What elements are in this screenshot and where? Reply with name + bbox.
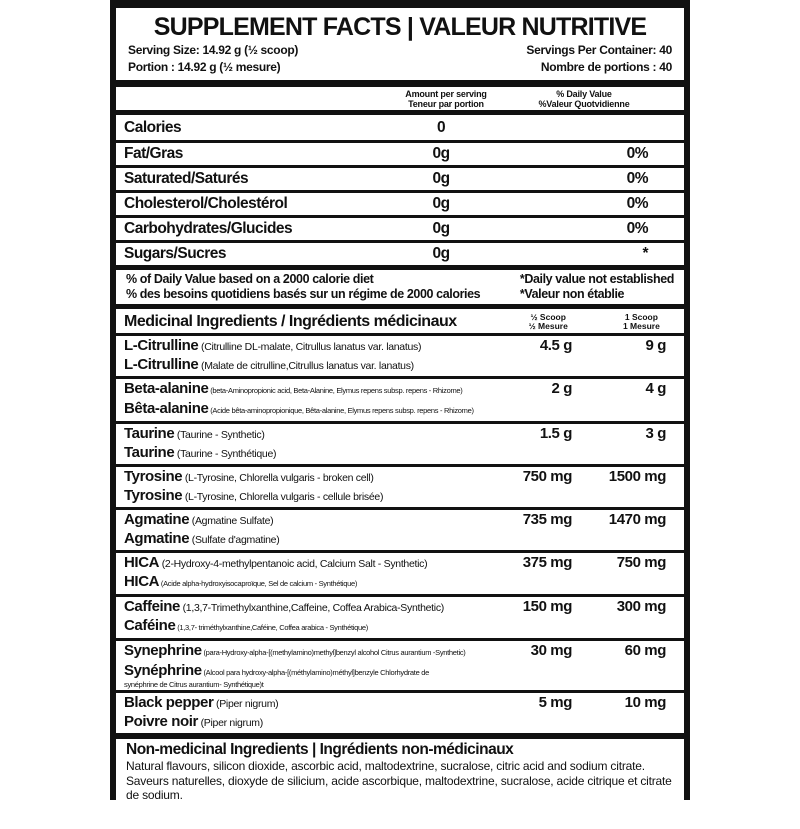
ingredient-name-fr: Caféine xyxy=(124,617,176,634)
amount-full-scoop: 4 g xyxy=(645,380,666,397)
nutrient-name: Calories xyxy=(124,118,182,136)
dv-header-fr: %Valeur Quotvidienne xyxy=(538,99,630,109)
medicinal-title: Medicinal Ingredients / Ingrédients médicinaux xyxy=(124,313,457,330)
non-medicinal-en: Natural flavours, silicon dioxide, ascorbic acid, maltodextrine, sucralose, citric acid and sodium citrate. xyxy=(126,759,645,773)
ingredient-row xyxy=(116,553,684,597)
amount-full-scoop: 10 mg xyxy=(624,694,666,711)
nutrient-name: Carbohydrates/Glucides xyxy=(124,220,293,237)
amount-half-scoop: 375 mg xyxy=(522,554,572,571)
ingredient-name-fr: Synéphrine xyxy=(124,662,202,679)
amount-half-scoop: 735 mg xyxy=(522,511,572,528)
serving-size: Serving Size: 14.92 g (½ scoop) xyxy=(128,43,299,57)
ingredient-desc-en: (1,3,7-Trimethylxanthine,Caffeine, Coffea Arabica-Synthetic) xyxy=(182,602,444,614)
nutrient-dv: 0% xyxy=(626,145,648,162)
ingredient-name-en: Agmatine xyxy=(124,511,190,528)
amount-half-scoop: 750 mg xyxy=(522,468,572,485)
col-full-mesure: 1 Mesure xyxy=(622,321,660,331)
ingredient-name-fr: Taurine xyxy=(124,444,175,461)
star-note-fr: *Valeur non établie xyxy=(519,287,625,301)
ingredient-desc-fr: (Taurine - Synthétique) xyxy=(176,448,277,460)
amount-header: Amount per serving xyxy=(405,89,487,99)
nutrient-amount: 0g xyxy=(432,195,450,212)
amount-half-scoop: 1.5 g xyxy=(539,425,572,442)
nutrient-table xyxy=(116,112,684,265)
ingredient-desc-fr: (Acide bêta-aminopropionique, Bêta-alanine, Elymus repens subsp. repens - Rhizome) xyxy=(210,406,474,415)
amount-full-scoop: 300 mg xyxy=(616,598,666,615)
ingredient-desc-fr: (Sulfate d'agmatine) xyxy=(191,534,280,546)
medicinal-ingredients xyxy=(116,309,684,736)
nutrient-name: Saturated/Saturés xyxy=(124,170,249,187)
nombre-de-portions: Nombre de portions : 40 xyxy=(540,60,672,74)
col-half-mesure: ½ Mesure xyxy=(528,321,568,331)
dv-note-en: % of Daily Value based on a 2000 calorie diet xyxy=(126,272,374,286)
ingredient-desc-en: (L-Tyrosine, Chlorella vulgaris - broken cell) xyxy=(184,472,374,484)
nutrient-dv: 0% xyxy=(626,220,648,237)
nutrient-amount: 0 xyxy=(436,118,446,136)
ingredient-name-fr: Agmatine xyxy=(124,530,190,547)
ingredient-desc-fr-cont: synéphrine de Citrus aurantium- Synthétique)t xyxy=(124,680,264,689)
ingredient-desc-en: (Citrulline DL-malate, Citrullus lanatus var. lanatus) xyxy=(201,341,422,353)
ingredient-desc-en: (beta-Aminopropionic acid, Beta-Alanine, Elymus repens subsp. repens - Rhizome) xyxy=(210,386,463,395)
amount-full-scoop: 1470 mg xyxy=(608,511,666,528)
amount-half-scoop: 4.5 g xyxy=(539,337,572,354)
ingredient-row xyxy=(116,597,684,641)
ingredient-row xyxy=(116,336,684,379)
ingredient-desc-fr: (L-Tyrosine, Chlorella vulgaris - cellule brisée) xyxy=(184,491,384,503)
nutrient-amount: 0g xyxy=(432,245,450,262)
nutrient-name: Cholesterol/Cholestérol xyxy=(124,195,288,212)
ingredient-desc-en: (Agmatine Sulfate) xyxy=(191,515,274,527)
ingredient-name-fr: Bêta-alanine xyxy=(124,400,209,417)
ingredient-desc-en: (2-Hydroxy-4-methylpentanoic acid, Calcium Salt - Synthetic) xyxy=(161,558,428,570)
ingredient-row xyxy=(116,641,684,693)
amount-half-scoop: 150 mg xyxy=(522,598,572,615)
non-medicinal-ingredients xyxy=(116,739,684,829)
ingredient-name-en: Taurine xyxy=(124,425,175,442)
ingredient-row xyxy=(116,510,684,553)
supplement-facts-panel xyxy=(110,0,690,800)
daily-value-note xyxy=(116,270,684,304)
col-full-scoop: 1 Scoop xyxy=(624,312,658,322)
star-note-en: *Daily value not established xyxy=(519,272,674,286)
ingredient-name-fr: L-Citrulline xyxy=(124,356,199,373)
ingredient-row xyxy=(116,379,684,424)
nutrient-dv: 0% xyxy=(626,195,648,212)
ingredient-name-en: Black pepper xyxy=(124,694,214,711)
nutrient-amount: 0g xyxy=(432,145,450,162)
amount-half-scoop: 2 g xyxy=(551,380,572,397)
ingredient-desc-en: (Taurine - Synthetic) xyxy=(176,429,265,441)
nutrient-row xyxy=(116,140,684,165)
amount-half-scoop: 5 mg xyxy=(538,694,572,711)
nutrient-name: Fat/Gras xyxy=(124,145,183,162)
nutrient-dv: 0% xyxy=(626,170,648,187)
ingredient-name-en: Beta-alanine xyxy=(124,380,209,397)
ingredient-name-fr: HICA xyxy=(124,573,160,590)
ingredient-desc-en: (para-Hydroxy-alpha-[(methylamino)methyl]benzyl alcohol Citrus aurantium -Synthetic) xyxy=(203,648,466,657)
nutrient-name: Sugars/Sucres xyxy=(124,245,227,262)
ingredient-name-fr: Poivre noir xyxy=(124,713,198,730)
ingredient-desc-fr: (Malate de citrulline,Citrullus lanatus var. lanatus) xyxy=(201,360,414,372)
nutrient-row xyxy=(116,115,684,140)
ingredient-desc-fr: (Piper nigrum) xyxy=(200,717,263,729)
ingredient-name-en: HICA xyxy=(124,554,160,571)
nutrient-row xyxy=(116,190,684,215)
amount-header-fr: Teneur par portion xyxy=(408,99,484,109)
servings-per-container: Servings Per Container: 40 xyxy=(526,43,672,57)
panel-title: SUPPLEMENT FACTS | VALEUR NUTRITIVE xyxy=(153,13,647,41)
header xyxy=(116,8,684,80)
nutrient-dv: * xyxy=(642,245,648,262)
ingredient-name-fr: Tyrosine xyxy=(124,487,183,504)
amount-full-scoop: 9 g xyxy=(645,337,666,354)
ingredient-desc-fr: (Alcool para hydroxy-alpha-[(méthylamino)méthyl]benzyle Chlorhydrate de xyxy=(203,668,429,677)
ingredient-name-en: Caffeine xyxy=(124,598,180,615)
dv-note-fr: % des besoins quotidiens basés sur un régime de 2000 calories xyxy=(126,287,481,301)
amount-full-scoop: 1500 mg xyxy=(608,468,666,485)
amount-full-scoop: 750 mg xyxy=(616,554,666,571)
amount-half-scoop: 30 mg xyxy=(530,642,572,659)
nutrient-row xyxy=(116,240,684,265)
nutrient-amount: 0g xyxy=(432,220,450,237)
ingredient-name-en: L-Citrulline xyxy=(124,337,199,354)
nutrient-row xyxy=(116,165,684,190)
column-headers xyxy=(116,87,684,110)
nutrient-row xyxy=(116,215,684,240)
ingredient-row xyxy=(116,467,684,510)
ingredient-name-en: Tyrosine xyxy=(124,468,183,485)
amount-full-scoop: 60 mg xyxy=(624,642,666,659)
amount-full-scoop: 3 g xyxy=(645,425,666,442)
ingredient-desc-fr: (1,3,7- triméthylxanthine,Caféine, Coffea arabica - Synthétique) xyxy=(177,623,368,632)
non-medicinal-fr: Saveurs naturelles, dioxyde de silicium, acide ascorbique, maltodextrine, sucralose, acide citrique et citrate de sodium. xyxy=(126,773,672,802)
ingredient-desc-en: (Piper nigrum) xyxy=(216,698,279,710)
nutrient-amount: 0g xyxy=(432,170,450,187)
dv-header: % Daily Value xyxy=(556,89,612,99)
portion: Portion : 14.92 g (½ mesure) xyxy=(128,60,281,74)
col-half-scoop: ½ Scoop xyxy=(530,312,566,322)
ingredient-row xyxy=(116,693,684,736)
ingredient-row xyxy=(116,424,684,467)
ingredient-name-en: Synephrine xyxy=(124,642,202,659)
non-medicinal-title: Non-medicinal Ingredients | Ingrédients non-médicinaux xyxy=(126,741,514,758)
ingredient-desc-fr: (Acide alpha-hydroxyisocaproïque, Sel de calcium - Synthétique) xyxy=(160,579,358,588)
